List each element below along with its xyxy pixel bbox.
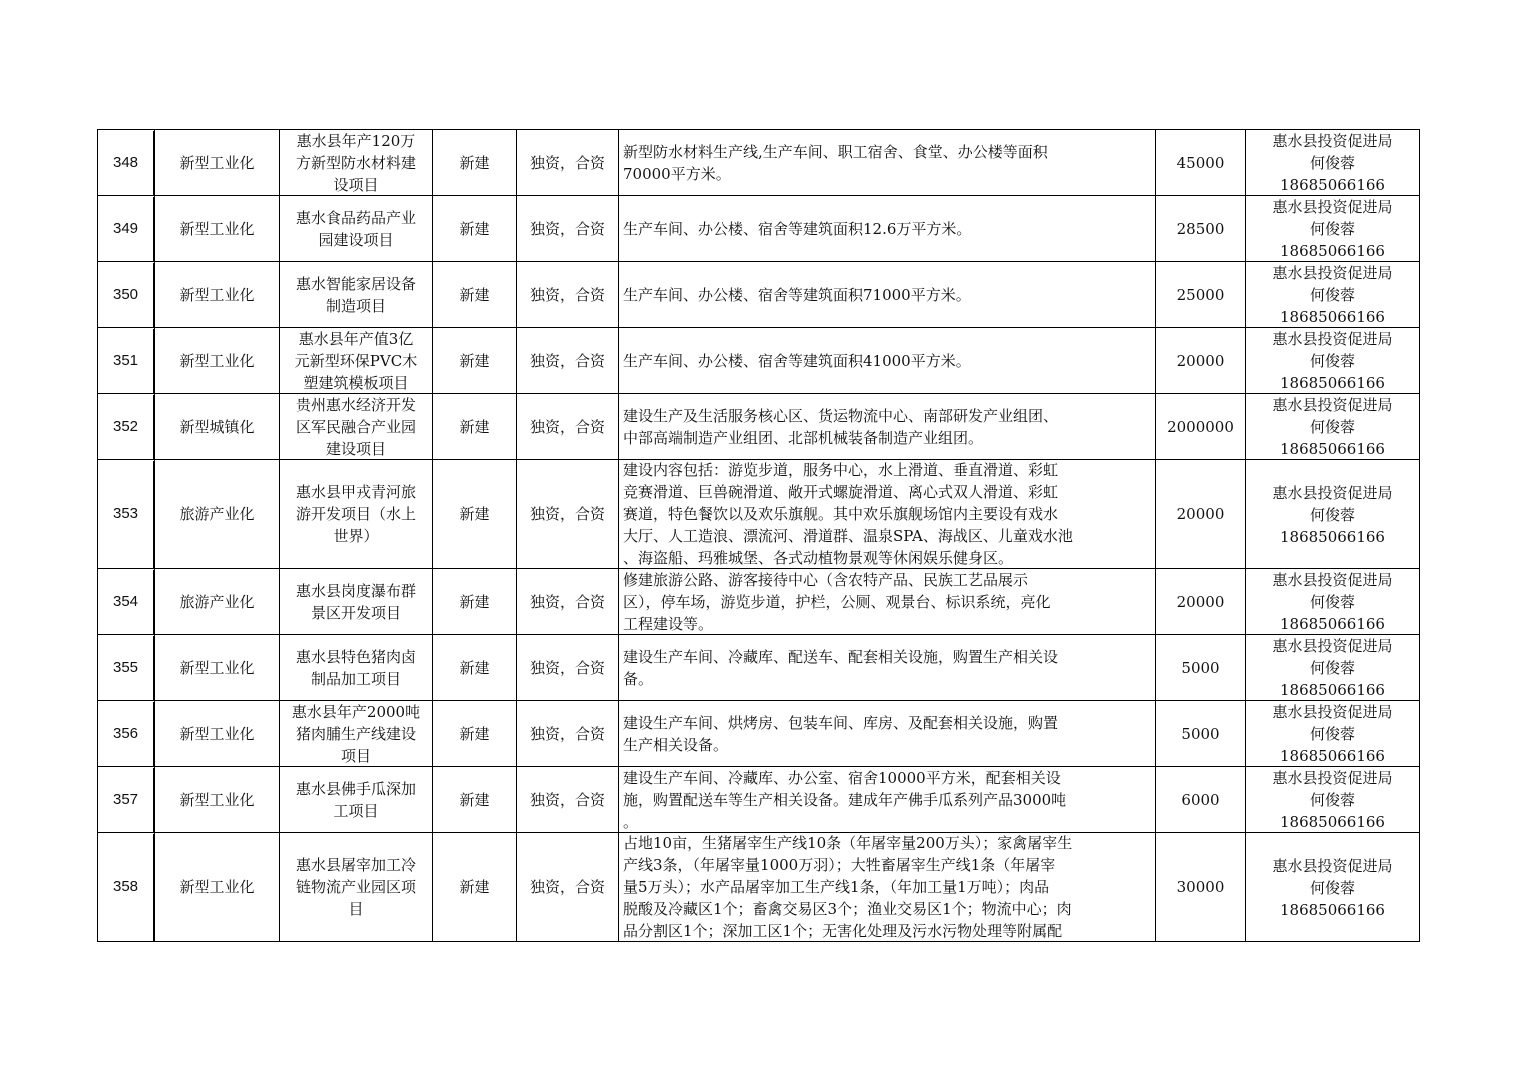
- project-name-line: 惠水县佛手瓜深加: [295, 779, 416, 798]
- category: 新型工业化: [179, 790, 255, 809]
- construction-type-cell: [433, 460, 517, 569]
- project-content-line: 、海盗船、玛雅城堡、各式动植物景观等休闲娱乐健身区。: [623, 549, 1014, 567]
- project-content-cell: [619, 833, 1156, 942]
- row-number: 358: [112, 878, 139, 895]
- project-name-line: 猪肉脯生产线建设: [295, 724, 416, 743]
- project-content-cell: [619, 460, 1156, 569]
- contact-cell: [1246, 635, 1420, 701]
- construction-type-cell: [433, 262, 517, 328]
- cooperation-method-cell: [517, 328, 619, 394]
- project-content-line: 赛道，特色餐饮以及欢乐旗舰。其中欢乐旗舰场馆内主要设有戏水: [623, 505, 1059, 523]
- project-content-line: 大厅、人工造浪、漂流河、滑道群、温泉SPA、海战区、儿童戏水池: [623, 527, 1073, 545]
- contact-organization: 惠水县投资促进局: [1272, 198, 1393, 216]
- contact-cell: [1246, 767, 1420, 833]
- contact-person: 何俊蓉: [1309, 352, 1355, 370]
- project-name-line: 惠水县年产值3亿: [298, 329, 414, 348]
- construction-type: 新建: [459, 878, 490, 896]
- investment-cell: [1156, 460, 1246, 569]
- investment-cell: [1156, 262, 1246, 328]
- row-number: 349: [112, 219, 139, 237]
- contact-person: 何俊蓉: [1309, 791, 1355, 809]
- row-number: 353: [112, 505, 139, 522]
- project-content-line: 品分割区1个；深加工区1个；无害化处理及污水污物处理等附属配: [623, 922, 1063, 940]
- table-row: [98, 635, 1420, 701]
- project-name-line: 贵州惠水经济开发: [295, 395, 416, 414]
- row-number-cell: [98, 635, 155, 701]
- category-cell: [155, 833, 280, 942]
- project-name-line: 工项目: [333, 801, 379, 820]
- cooperation-method-cell: [517, 130, 619, 196]
- cooperation-method-cell: [517, 569, 619, 635]
- contact-cell: [1246, 130, 1420, 196]
- project-content-line: 生产车间、办公楼、宿舍等建筑面积12.6万平方米。: [623, 219, 972, 238]
- table-row: [98, 130, 1420, 196]
- row-number: 355: [112, 658, 139, 676]
- contact-person: 何俊蓉: [1309, 286, 1355, 304]
- cooperation-method-cell: [517, 262, 619, 328]
- construction-type: 新建: [459, 417, 490, 436]
- contact-phone: 18685066166: [1280, 900, 1385, 919]
- project-name-line: 制造项目: [325, 296, 386, 315]
- contact-person: 何俊蓉: [1309, 878, 1355, 897]
- construction-type: 新建: [459, 592, 490, 611]
- construction-type-cell: [433, 569, 517, 635]
- investment-amount: 6000: [1181, 790, 1220, 809]
- contact-person: 何俊蓉: [1309, 593, 1355, 611]
- investment-cell: [1156, 833, 1246, 942]
- project-name-line: 方新型防水材料建: [295, 153, 416, 172]
- project-content-line: 建设生产及生活服务核心区、货运物流中心、南部研发产业组团、: [623, 406, 1059, 425]
- category-cell: [155, 701, 280, 767]
- cooperation-method-cell: [517, 767, 619, 833]
- project-content-line: 量5万头）；水产品屠宰加工生产线1条，（年加工量1万吨）；肉品: [623, 878, 1050, 896]
- category-cell: [155, 262, 280, 328]
- cooperation-method: 独资，合资: [529, 285, 605, 304]
- project-name-cell: [280, 196, 433, 262]
- project-name-line: 景区开发项目: [310, 603, 401, 622]
- project-name-cell: [280, 833, 433, 942]
- row-number-cell: [98, 328, 155, 394]
- investment-cell: [1156, 635, 1246, 701]
- investment-amount: 20000: [1176, 351, 1225, 370]
- construction-type-cell: [433, 328, 517, 394]
- project-content-line: 备。: [623, 669, 654, 688]
- project-content-line: 生产车间、办公楼、宿舍等建筑面积71000平方米。: [623, 285, 971, 304]
- category: 新型工业化: [179, 219, 255, 238]
- project-content-line: 区），停车场，游览步道，护栏，公厕、观景台、标识系统，亮化: [623, 592, 1051, 611]
- contact-phone: 18685066166: [1280, 374, 1385, 392]
- project-content-cell: [619, 394, 1156, 460]
- project-name-line: 建设项目: [325, 439, 386, 458]
- investment-amount: 20000: [1176, 592, 1225, 611]
- table-row: [98, 701, 1420, 767]
- category-cell: [155, 394, 280, 460]
- project-content-line: 70000平方米。: [623, 164, 731, 183]
- category: 旅游产业化: [179, 505, 255, 523]
- project-name-cell: [280, 767, 433, 833]
- contact-person: 何俊蓉: [1309, 725, 1355, 743]
- row-number-cell: [98, 130, 155, 196]
- contact-organization: 惠水县投资促进局: [1272, 637, 1393, 655]
- contact-person: 何俊蓉: [1309, 154, 1355, 172]
- project-name-cell: [280, 394, 433, 460]
- table-row: [98, 460, 1420, 569]
- project-name-line: 链物流产业园区项: [295, 878, 416, 896]
- construction-type: 新建: [459, 285, 490, 304]
- cooperation-method: 独资，合资: [529, 351, 605, 370]
- project-name-line: 惠水县特色猪肉卤: [295, 647, 416, 666]
- cooperation-method: 独资，合资: [529, 417, 605, 436]
- contact-person: 何俊蓉: [1309, 505, 1355, 524]
- contact-organization: 惠水县投资促进局: [1272, 132, 1393, 150]
- project-content-cell: [619, 196, 1156, 262]
- table-row: [98, 767, 1420, 833]
- contact-organization: 惠水县投资促进局: [1272, 703, 1393, 721]
- cooperation-method-cell: [517, 833, 619, 942]
- table-row: [98, 196, 1420, 262]
- cooperation-method-cell: [517, 635, 619, 701]
- cooperation-method: 独资，合资: [529, 790, 605, 809]
- project-name-line: 项目: [340, 746, 371, 765]
- construction-type: 新建: [459, 505, 490, 523]
- table-row: [98, 569, 1420, 635]
- contact-organization: 惠水县投资促进局: [1272, 571, 1393, 589]
- contact-organization: 惠水县投资促进局: [1272, 264, 1393, 282]
- contact-phone: 18685066166: [1280, 615, 1385, 633]
- project-name-line: 设项目: [333, 175, 379, 194]
- project-name-cell: [280, 701, 433, 767]
- project-name-line: 元新型环保PVC木: [294, 351, 418, 370]
- project-name-cell: [280, 262, 433, 328]
- contact-phone: 18685066166: [1280, 176, 1385, 194]
- construction-type-cell: [433, 196, 517, 262]
- row-number: 348: [112, 153, 139, 171]
- row-number-cell: [98, 196, 155, 262]
- project-content-cell: [619, 767, 1156, 833]
- project-content-line: 生产车间、办公楼、宿舍等建筑面积41000平方米。: [623, 351, 971, 370]
- project-content-line: 施，购置配送车等生产相关设备。建成年产佛手瓜系列产品3000吨: [623, 790, 1067, 809]
- construction-type-cell: [433, 130, 517, 196]
- construction-type: 新建: [459, 790, 490, 809]
- row-number-cell: [98, 262, 155, 328]
- category-cell: [155, 767, 280, 833]
- investment-amount: 2000000: [1167, 417, 1234, 436]
- project-name-cell: [280, 635, 433, 701]
- cooperation-method: 独资，合资: [529, 505, 605, 523]
- cooperation-method-cell: [517, 460, 619, 569]
- cooperation-method: 独资，合资: [529, 878, 605, 896]
- project-name-line: 惠水智能家居设备: [295, 274, 416, 293]
- contact-organization: 惠水县投资促进局: [1272, 330, 1393, 348]
- project-name-line: 惠水县岗度瀑布群: [295, 581, 416, 600]
- contact-phone: 18685066166: [1280, 308, 1385, 326]
- table-row: [98, 394, 1420, 460]
- row-number: 356: [112, 724, 139, 742]
- category: 新型城镇化: [179, 417, 255, 436]
- contact-cell: [1246, 833, 1420, 942]
- contact-organization: 惠水县投资促进局: [1272, 483, 1393, 502]
- investment-cell: [1156, 328, 1246, 394]
- category-cell: [155, 569, 280, 635]
- project-name-line: 目: [348, 900, 364, 918]
- contact-cell: [1246, 328, 1420, 394]
- project-content-cell: [619, 701, 1156, 767]
- investment-cell: [1156, 701, 1246, 767]
- project-content-cell: [619, 328, 1156, 394]
- project-content-line: 建设内容包括：游览步道，服务中心，水上滑道、垂直滑道、彩虹: [623, 461, 1059, 479]
- cooperation-method: 独资，合资: [529, 219, 605, 238]
- row-number: 354: [112, 592, 139, 610]
- row-number: 350: [112, 285, 139, 303]
- row-number-cell: [98, 460, 155, 569]
- cooperation-method-cell: [517, 394, 619, 460]
- contact-phone: 18685066166: [1280, 813, 1385, 831]
- project-content-line: 修建旅游公路、游客接待中心（含农特产品、民族工艺品展示: [623, 570, 1029, 589]
- contact-phone: 18685066166: [1280, 527, 1385, 546]
- project-content-cell: [619, 635, 1156, 701]
- contact-cell: [1246, 701, 1420, 767]
- project-name-line: 惠水食品药品产业: [295, 208, 416, 227]
- investment-amount: 25000: [1176, 285, 1225, 304]
- category: 新型工业化: [179, 285, 255, 304]
- contact-phone: 18685066166: [1280, 242, 1385, 260]
- cooperation-method: 独资，合资: [529, 658, 605, 677]
- row-number-cell: [98, 833, 155, 942]
- row-number: 357: [112, 790, 139, 808]
- investment-amount: 45000: [1176, 153, 1225, 172]
- row-number: 352: [112, 417, 139, 435]
- project-name-line: 制品加工项目: [310, 669, 401, 688]
- project-name-cell: [280, 130, 433, 196]
- construction-type-cell: [433, 701, 517, 767]
- project-name-cell: [280, 569, 433, 635]
- category: 新型工业化: [179, 658, 255, 677]
- project-content-line: 建设生产车间、冷藏库、办公室、宿舍10000平方米，配套相关设: [623, 768, 1061, 787]
- project-name-line: 世界）: [333, 527, 379, 545]
- project-content-line: 竞赛滑道、巨兽碗滑道、敞开式螺旋滑道、离心式双人滑道、彩虹: [623, 483, 1059, 501]
- category: 新型工业化: [179, 878, 255, 896]
- category-cell: [155, 196, 280, 262]
- project-content-line: 工程建设等。: [623, 614, 714, 633]
- construction-type-cell: [433, 833, 517, 942]
- construction-type: 新建: [459, 658, 490, 677]
- table-row: [98, 262, 1420, 328]
- contact-person: 何俊蓉: [1309, 659, 1355, 677]
- project-name-line: 塑建筑模板项目: [303, 373, 409, 392]
- cooperation-method: 独资，合资: [529, 153, 605, 172]
- contact-organization: 惠水县投资促进局: [1272, 769, 1393, 787]
- project-content-line: 。: [623, 812, 639, 831]
- construction-type-cell: [433, 394, 517, 460]
- project-table: [97, 129, 1420, 942]
- project-table-body: [98, 130, 1420, 942]
- category-cell: [155, 130, 280, 196]
- investment-cell: [1156, 767, 1246, 833]
- cooperation-method: 独资，合资: [529, 724, 605, 743]
- cooperation-method-cell: [517, 196, 619, 262]
- project-name-cell: [280, 460, 433, 569]
- category: 旅游产业化: [179, 592, 255, 611]
- project-name-line: 惠水县甲戎青河旅: [295, 483, 416, 501]
- category: 新型工业化: [179, 724, 255, 743]
- project-name-line: 游开发项目（水上: [295, 505, 416, 523]
- project-content-line: 产线3条，（年屠宰量1000万羽）；大牲畜屠宰生产线1条（年屠宰: [623, 856, 1056, 874]
- investment-amount: 30000: [1176, 878, 1225, 896]
- construction-type-cell: [433, 635, 517, 701]
- project-name-line: 惠水县年产120万: [296, 131, 416, 150]
- contact-cell: [1246, 460, 1420, 569]
- project-content-line: 建设生产车间、烘烤房、包装车间、库房、及配套相关设施，购置: [623, 713, 1059, 732]
- construction-type-cell: [433, 767, 517, 833]
- project-content-line: 占地10亩，生猪屠宰生产线10条（年屠宰量200万头）；家禽屠宰生: [623, 834, 1073, 852]
- project-content-cell: [619, 262, 1156, 328]
- investment-cell: [1156, 394, 1246, 460]
- category-cell: [155, 328, 280, 394]
- project-content-line: 新型防水材料生产线,生产车间、职工宿舍、食堂、办公楼等面积: [623, 142, 1048, 161]
- investment-amount: 5000: [1181, 724, 1220, 743]
- row-number-cell: [98, 767, 155, 833]
- project-content-line: 建设生产车间、冷藏库、配送车、配套相关设施，购置生产相关设: [623, 647, 1059, 666]
- row-number: 351: [112, 351, 139, 369]
- contact-phone: 18685066166: [1280, 681, 1385, 699]
- category: 新型工业化: [179, 153, 255, 172]
- project-name-cell: [280, 328, 433, 394]
- contact-phone: 18685066166: [1280, 440, 1385, 458]
- investment-cell: [1156, 196, 1246, 262]
- contact-cell: [1246, 196, 1420, 262]
- investment-amount: 20000: [1176, 505, 1225, 523]
- contact-cell: [1246, 394, 1420, 460]
- project-content-cell: [619, 130, 1156, 196]
- contact-person: 何俊蓉: [1309, 418, 1355, 436]
- project-name-line: 区军民融合产业园: [295, 417, 416, 436]
- project-name-line: 园建设项目: [318, 230, 394, 249]
- contact-cell: [1246, 569, 1420, 635]
- row-number-cell: [98, 394, 155, 460]
- table-row: [98, 328, 1420, 394]
- construction-type: 新建: [459, 219, 490, 238]
- project-content-cell: [619, 569, 1156, 635]
- construction-type: 新建: [459, 351, 490, 370]
- cooperation-method-cell: [517, 701, 619, 767]
- project-content-line: 生产相关设备。: [623, 735, 729, 754]
- contact-cell: [1246, 262, 1420, 328]
- row-number-cell: [98, 569, 155, 635]
- cooperation-method: 独资，合资: [529, 592, 605, 611]
- project-name-line: 惠水县年产2000吨: [291, 702, 421, 721]
- construction-type: 新建: [459, 724, 490, 743]
- category: 新型工业化: [179, 351, 255, 370]
- category-cell: [155, 635, 280, 701]
- construction-type: 新建: [459, 153, 490, 172]
- contact-phone: 18685066166: [1280, 747, 1385, 765]
- row-number-cell: [98, 701, 155, 767]
- category-cell: [155, 460, 280, 569]
- contact-organization: 惠水县投资促进局: [1272, 396, 1393, 414]
- investment-cell: [1156, 569, 1246, 635]
- contact-person: 何俊蓉: [1309, 220, 1355, 238]
- table-row: [98, 833, 1420, 942]
- investment-amount: 28500: [1176, 219, 1225, 238]
- project-content-line: 中部高端制造产业组团、北部机械装备制造产业组团。: [623, 428, 984, 447]
- investment-cell: [1156, 130, 1246, 196]
- project-name-line: 惠水县屠宰加工冷: [295, 856, 416, 874]
- contact-organization: 惠水县投资促进局: [1272, 856, 1393, 875]
- project-content-line: 脱酸及冷藏区1个；畜禽交易区3个；渔业交易区1个；物流中心；肉: [623, 900, 1072, 918]
- investment-amount: 5000: [1181, 658, 1220, 677]
